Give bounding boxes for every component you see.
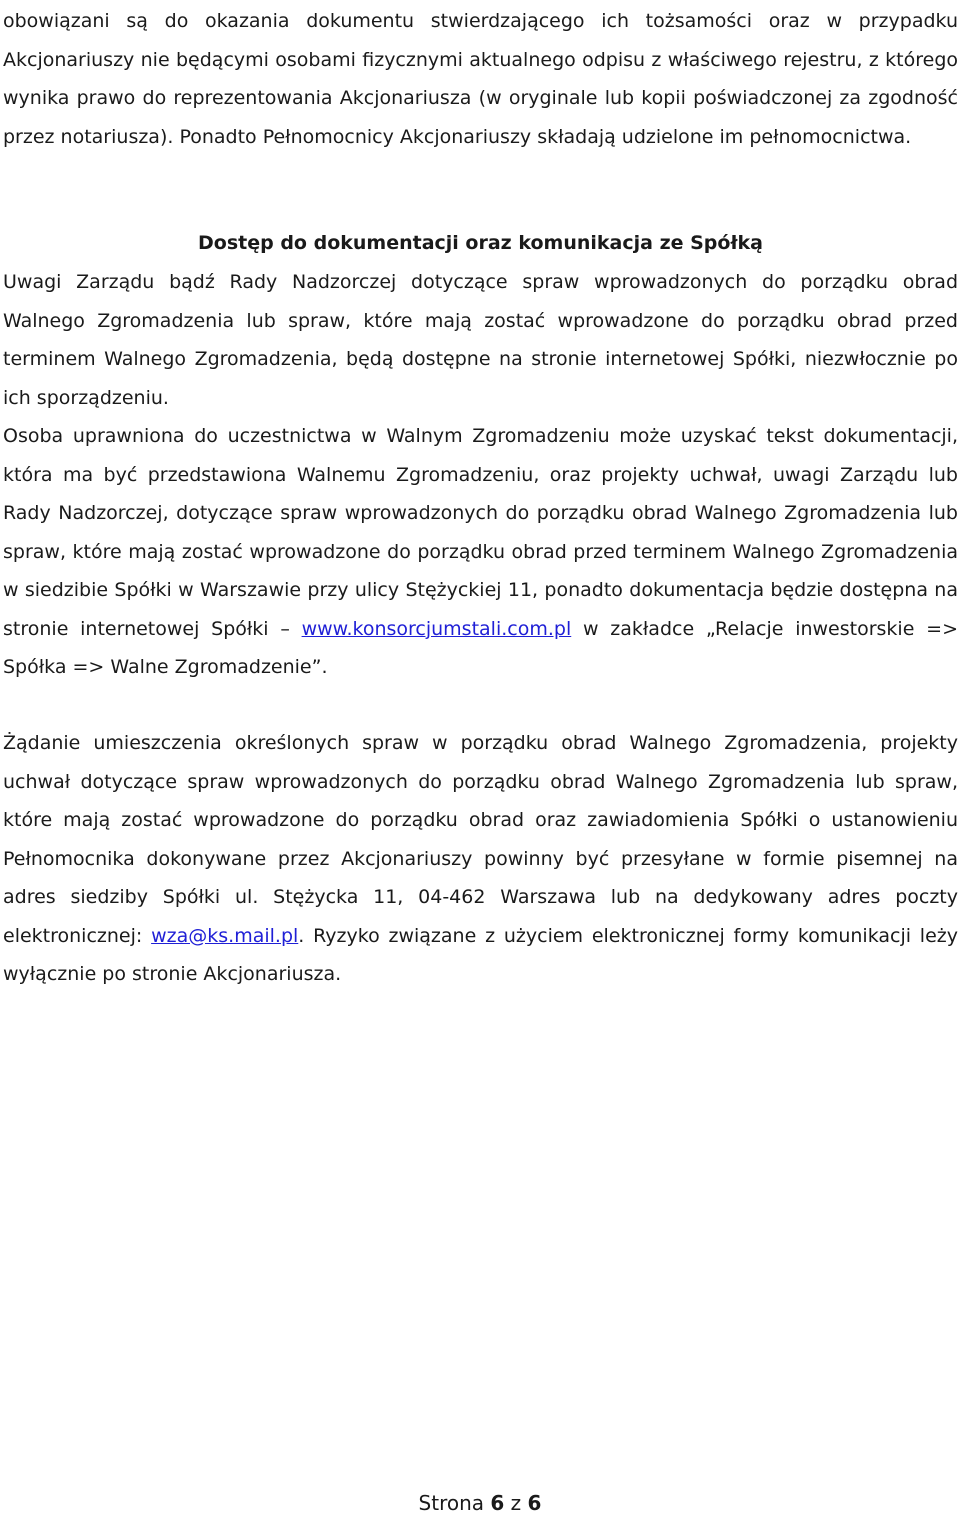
footer-current-page: 6 [490,1491,505,1515]
website-link[interactable]: www.konsorcjumstali.com.pl [301,617,572,640]
page-footer [0,1490,960,1516]
section-heading: Dostęp do dokumentacji oraz komunikacja ze Spółką [198,232,763,254]
paragraph-text: Żądanie umieszczenia określonych spraw w porządku obrad Walnego Zgromadzenia, projekty uchwał dotyczące spraw wprowadzonych do porządku obrad Walnego Zgromadzenia lub spraw, które mają zostać wprowadzone do porządku obrad oraz zawiadomienia Spółki o ustanowieniu Pełnomocnika dokonywane przez Akcjonariuszy powinny być przesyłane w formie pisemnej na adres siedziby Spółki ul. Stężycka 11, 04-462 Warszawa lub na dedykowany adres poczty elektronicznej: [3,732,958,947]
paragraph-communication [3,724,958,994]
paragraph-documentation-access [3,417,958,687]
paragraph-text: w zakładce „Relacje inwestorskie => Spółka => Walne Zgromadzenie”. [3,617,958,678]
footer-total-pages: 6 [527,1491,542,1515]
footer-of-word: z [510,1491,522,1515]
footer-page-word: Strona [418,1491,485,1515]
paragraph-text: Osoba uprawniona do uczestnictwa w Walnym Zgromadzeniu może uzyskać tekst dokumentacji, która ma być przedstawiona Walnemu Zgromadzeniu, oraz projekty uchwał, uwagi Zarządu lub Rady Nadzorczej, dotyczące spraw wprowadzonych do porządku obrad Walnego Zgromadzenia lub spraw, które mają zostać wprowadzone do porządku obrad przed terminem Walnego Zgromadzenia w siedzibie Spółki w Warszawie przy ulicy Stężyckiej 11, ponadto dokumentacja będzie dostępna na stronie internetowej Spółki – [3,425,958,640]
paragraph-comments-availability: Uwagi Zarządu bądź Rady Nadzorczej dotyczące spraw wprowadzonych do porządku obrad Walnego Zgromadzenia lub spraw, które mają zostać wprowadzone do porządku obrad przed terminem Walnego Zgromadzenia, będą dostępne na stronie internetowej Spółki, niezwłocznie po ich sporządzeniu. [3,271,958,409]
paragraph-text: . Ryzyko związane z użyciem elektronicznej formy komunikacji leży wyłącznie po stronie Akcjonariusza. [3,924,958,985]
intro-paragraph: obowiązani są do okazania dokumentu stwierdzającego ich tożsamości oraz w przypadku Akcjonariuszy nie będącymi osobami fizycznymi aktualnego odpisu z właściwego rejestru, z którego wynika prawo do reprezentowania Akcjonariusza (w oryginale lub kopii poświadczonej za zgodność przez notariusza). Ponadto Pełnomocnicy Akcjonariuszy składają udzielone im pełnomocnictwa. [3,10,958,148]
email-link[interactable]: wza@ks.mail.pl [151,924,299,947]
